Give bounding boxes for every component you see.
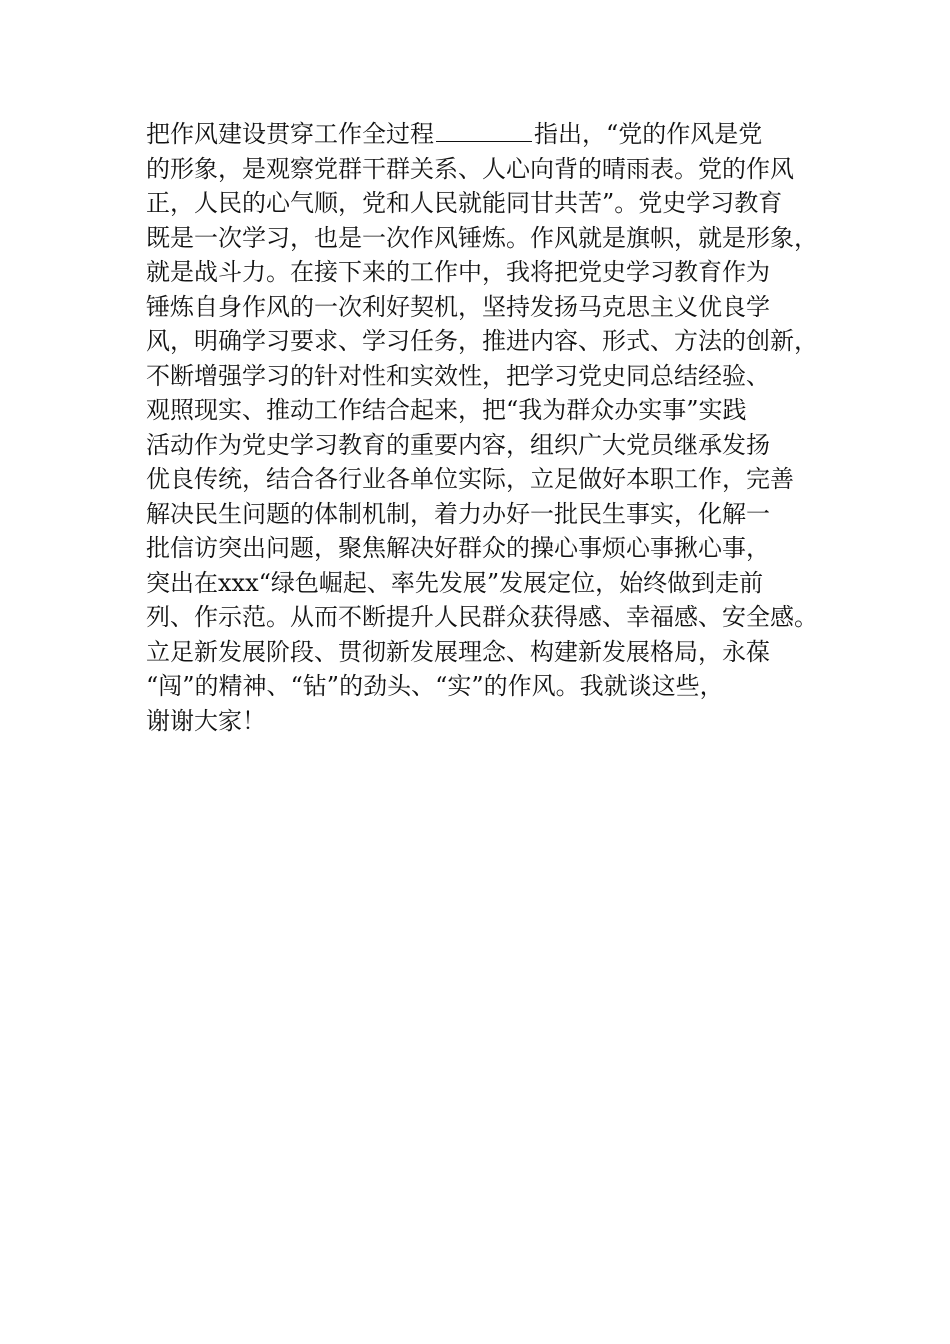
text-line-3: 正，人民的心气顺，党和人民就能同甘共苦”。党史学习教育 [146,189,783,217]
text-line-1-end: 指出，“党的作风是党 [534,120,763,148]
text-line-6: 锤炼自身作风的一次利好契机，坚持发扬马克思主义优良学 [146,292,770,321]
text-line-8: 不断增强学习的针对性和实效性，把学习党史同总结经验、 [146,361,770,390]
text-line-12: 解决民生问题的体制机制，着力办好一批民生事实，化解一 [146,499,770,528]
body-paragraph [146,117,836,738]
text-line-13: 批信访突出问题，聚焦解决好群众的操心事烦心事揪心事， [146,534,770,562]
text-line-17: “闯”的精神、“钻”的劲头、“实”的作风。我就谈这些， [146,672,724,700]
text-line-2: 的形象，是观察党群干群关系、人心向背的晴雨表。党的作风 [146,154,794,183]
text-line-14: 突出在xxx“绿色崛起、率先发展”发展定位，始终做到走前 [146,568,764,597]
text-line-1 [146,117,836,152]
text-line-10: 活动作为党史学习教育的重要内容，组织广大党员继承发扬 [146,430,770,459]
text-line-5: 就是战斗力。在接下来的工作中，我将把党史学习教育作为 [146,258,770,286]
fill-in-blank [436,121,532,142]
text-line-15: 列、作示范。从而不断提升人民群众获得感、幸福感、安全感。 [146,603,818,631]
text-line-7: 风，明确学习要求、学习任务，推进内容、形式、方法的创新， [146,327,818,355]
text-line-4: 既是一次学习，也是一次作风锤炼。作风就是旗帜，就是形象， [146,223,818,252]
text-line-1-start: 把作风建设贯穿工作全过程 [146,120,434,148]
text-line-18: 谢谢大家！ [146,706,266,735]
text-line-9: 观照现实、推动工作结合起来，把“我为群众办实事”实践 [146,396,747,424]
text-line-16: 立足新发展阶段、贯彻新发展理念、构建新发展格局，永葆 [146,637,770,666]
text-line-11: 优良传统，结合各行业各单位实际，立足做好本职工作，完善 [146,465,794,493]
